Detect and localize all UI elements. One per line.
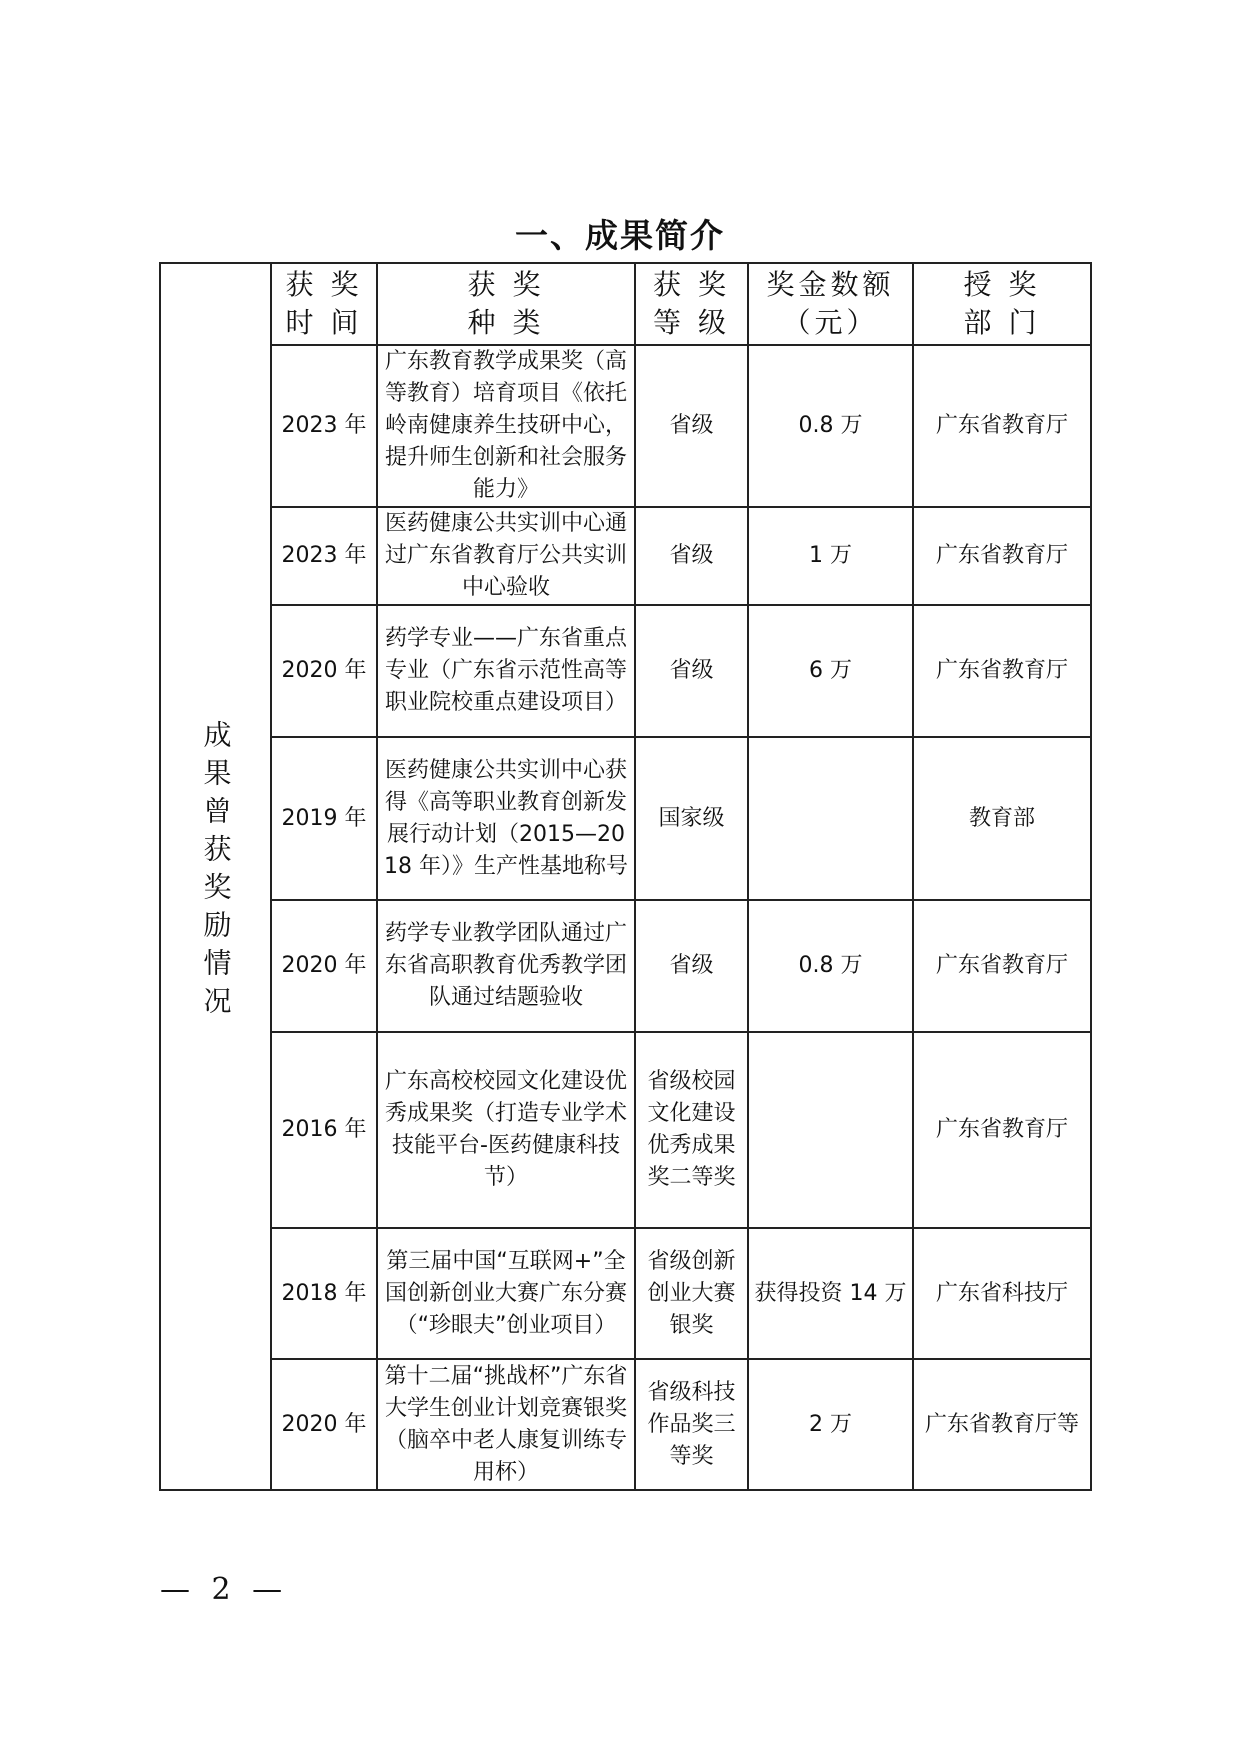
- cell-level: 省级: [635, 345, 748, 507]
- cell-type: 广东教育教学成果奖（高等教育）培育项目《依托岭南健康养生技研中心，提升师生创新和社会服务能力》: [377, 345, 635, 507]
- table-row: [160, 1032, 1091, 1228]
- header-type: [377, 263, 635, 345]
- cell-level: 省级: [635, 507, 748, 605]
- table-row: [160, 345, 1091, 507]
- page-number: — 2 —: [160, 1572, 289, 1607]
- cell-level: 省级: [635, 900, 748, 1032]
- cell-time: 2018 年: [271, 1228, 377, 1359]
- header-time: [271, 263, 377, 345]
- table-row: [160, 1359, 1091, 1490]
- cell-amount: 6 万: [748, 605, 913, 737]
- cell-time: 2023 年: [271, 345, 377, 507]
- table-row: [160, 737, 1091, 900]
- cell-time: 2023 年: [271, 507, 377, 605]
- cell-amount: 获得投资 14 万: [748, 1228, 913, 1359]
- section-label: 成果曾获奖励情况: [199, 719, 233, 1024]
- cell-amount: 0.8 万: [748, 345, 913, 507]
- cell-type: 药学专业教学团队通过广东省高职教育优秀教学团队通过结题验收: [377, 900, 635, 1032]
- cell-dept: 广东省教育厅: [913, 345, 1091, 507]
- cell-dept: 广东省教育厅: [913, 605, 1091, 737]
- cell-dept: 广东省教育厅: [913, 1032, 1091, 1228]
- cell-amount: [748, 1032, 913, 1228]
- header-level-text: 获 奖 等 级: [653, 268, 730, 339]
- cell-dept: 教育部: [913, 737, 1091, 900]
- cell-amount: 1 万: [748, 507, 913, 605]
- cell-time: 2020 年: [271, 900, 377, 1032]
- header-level: [635, 263, 748, 345]
- cell-dept: 广东省教育厅等: [913, 1359, 1091, 1490]
- cell-dept: 广东省教育厅: [913, 507, 1091, 605]
- header-amount-text: 奖金数额 （元）: [766, 268, 895, 339]
- cell-level: 省级: [635, 605, 748, 737]
- cell-level: 国家级: [635, 737, 748, 900]
- cell-dept: 广东省科技厅: [913, 1228, 1091, 1359]
- table-row: [160, 605, 1091, 737]
- awards-table: [159, 262, 1092, 1491]
- cell-type: 广东高校校园文化建设优秀成果奖（打造专业学术技能平台-医药健康科技节）: [377, 1032, 635, 1228]
- header-dept-text: 授 奖 部 门: [963, 268, 1041, 339]
- cell-type: 第十二届“挑战杯”广东省大学生创业计划竞赛银奖（脑卒中老人康复训练专用杯）: [377, 1359, 635, 1490]
- header-amount: [748, 263, 913, 345]
- cell-type: 医药健康公共实训中心获得《高等职业教育创新发展行动计划（2015—2018 年）》生产性基地称号: [377, 737, 635, 900]
- cell-time: 2016 年: [271, 1032, 377, 1228]
- cell-type: 医药健康公共实训中心通过广东省教育厅公共实训中心验收: [377, 507, 635, 605]
- cell-time: 2019 年: [271, 737, 377, 900]
- section-label-cell: [160, 263, 271, 1490]
- header-time-text: 获 奖 时 间: [285, 268, 363, 339]
- cell-level: 省级校园文化建设优秀成果奖二等奖: [635, 1032, 748, 1228]
- cell-time: 2020 年: [271, 1359, 377, 1490]
- cell-type: 第三届中国“互联网+”全国创新创业大赛广东分赛（“珍眼夫”创业项目）: [377, 1228, 635, 1359]
- page-title: 一、成果简介: [515, 216, 725, 255]
- cell-level: 省级创新创业大赛银奖: [635, 1228, 748, 1359]
- table-row: [160, 900, 1091, 1032]
- cell-amount: [748, 737, 913, 900]
- cell-amount: 2 万: [748, 1359, 913, 1490]
- table-row: [160, 507, 1091, 605]
- cell-time: 2020 年: [271, 605, 377, 737]
- table-row: [160, 1228, 1091, 1359]
- cell-type: 药学专业——广东省重点专业（广东省示范性高等职业院校重点建设项目）: [377, 605, 635, 737]
- cell-dept: 广东省教育厅: [913, 900, 1091, 1032]
- table-header-row: [160, 263, 1091, 345]
- cell-level: 省级科技作品奖三等奖: [635, 1359, 748, 1490]
- header-type-text: 获 奖 种 类: [467, 268, 545, 339]
- cell-amount: 0.8 万: [748, 900, 913, 1032]
- header-dept: [913, 263, 1091, 345]
